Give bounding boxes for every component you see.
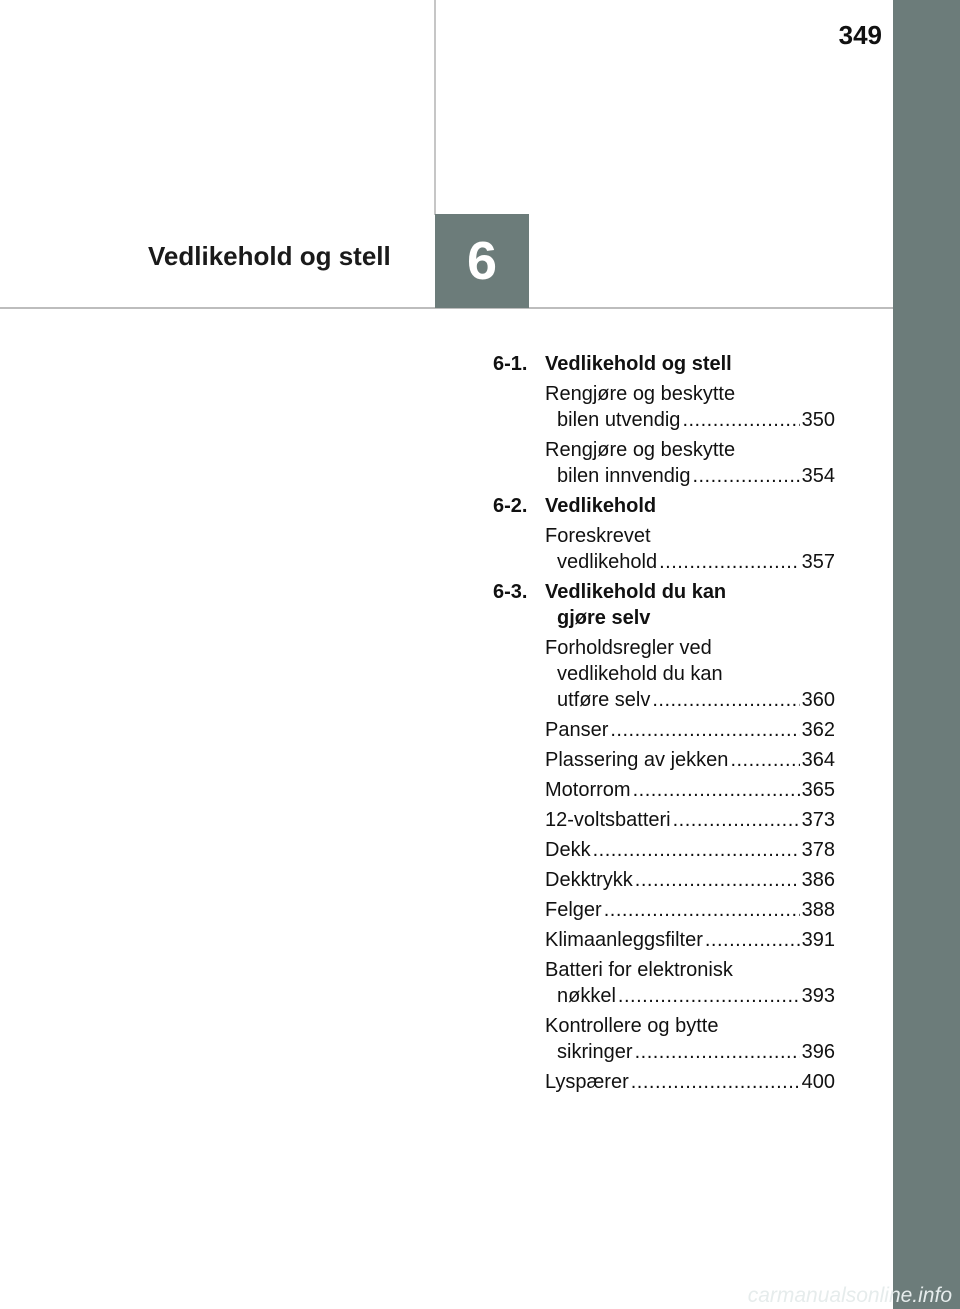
toc-section-title bbox=[545, 579, 835, 631]
toc-section-title-line: Vedlikehold og stell bbox=[545, 353, 732, 375]
toc-leader-dots bbox=[692, 463, 799, 489]
toc-leader-dots bbox=[673, 807, 800, 833]
toc-entry-text: Felger bbox=[545, 899, 602, 921]
toc-leader-dots bbox=[635, 1039, 800, 1065]
toc-entry-text: Plassering av jekken bbox=[545, 749, 729, 771]
toc-entry-text: Batteri for elektronisk bbox=[545, 959, 733, 981]
toc-entry-page: 354 bbox=[801, 465, 835, 487]
toc-entry-page: 396 bbox=[801, 1041, 835, 1063]
toc-entry[interactable] bbox=[545, 747, 835, 773]
toc-entry[interactable] bbox=[545, 777, 835, 803]
toc-section-title-line: Vedlikehold du kan bbox=[545, 581, 727, 603]
toc-entry-text: Forholdsregler ved bbox=[545, 637, 712, 659]
toc-entry-text: nøkkel bbox=[557, 985, 616, 1007]
toc-entry[interactable] bbox=[545, 807, 835, 833]
toc-entry-page: 362 bbox=[801, 719, 835, 741]
toc-entry-text: Dekk bbox=[545, 839, 591, 861]
toc-leader-dots bbox=[633, 777, 800, 803]
toc-entry[interactable] bbox=[545, 957, 835, 1009]
toc-entry-page: 365 bbox=[801, 779, 835, 801]
toc-entry-text: Lyspærer bbox=[545, 1071, 629, 1093]
toc-section bbox=[493, 351, 835, 489]
toc-leader-dots bbox=[593, 837, 800, 863]
toc-entry-text: Klimaanleggsfilter bbox=[545, 929, 703, 951]
toc-leader-dots bbox=[635, 867, 800, 893]
toc-section bbox=[493, 579, 835, 1095]
toc-section-heading[interactable] bbox=[493, 579, 835, 631]
toc-section-heading[interactable] bbox=[493, 493, 835, 519]
toc-entry-page: 386 bbox=[801, 869, 835, 891]
toc-entry-text: Rengjøre og beskytte bbox=[545, 383, 736, 405]
toc-leader-dots bbox=[604, 897, 800, 923]
toc-leader-dots bbox=[610, 717, 799, 743]
toc-entry-page: 364 bbox=[801, 749, 835, 771]
toc-entry-page: 357 bbox=[801, 551, 835, 573]
toc-section-heading[interactable] bbox=[493, 351, 835, 377]
toc-entry-text: bilen utvendig bbox=[557, 409, 681, 431]
watermark: carmanualsonline.info bbox=[747, 1283, 952, 1307]
toc-entry[interactable] bbox=[545, 381, 835, 433]
toc-entry[interactable] bbox=[545, 867, 835, 893]
toc-section bbox=[493, 493, 835, 575]
toc-entry[interactable] bbox=[545, 1069, 835, 1095]
toc-entry-page: 350 bbox=[801, 409, 835, 431]
toc-leader-dots bbox=[730, 747, 799, 773]
toc-entry-text: Panser bbox=[545, 719, 609, 741]
toc-entry-text: Motorrom bbox=[545, 779, 631, 801]
toc-section-title bbox=[545, 351, 835, 377]
toc-entry-text: sikringer bbox=[557, 1041, 633, 1063]
chapter-title: Vedlikehold og stell bbox=[148, 241, 391, 271]
chapter-side-tab bbox=[893, 0, 960, 1309]
toc-entry-text: Kontrollere og bytte bbox=[545, 1015, 719, 1037]
toc-entry-text: bilen innvendig bbox=[557, 465, 691, 487]
toc-leader-dots bbox=[652, 687, 799, 713]
toc-leader-dots bbox=[618, 983, 800, 1009]
toc-entry[interactable] bbox=[545, 837, 835, 863]
toc-entry[interactable] bbox=[545, 1013, 835, 1065]
toc-entry-text: utføre selv bbox=[557, 689, 651, 711]
header-vertical-divider bbox=[434, 0, 436, 215]
toc-leader-dots bbox=[705, 927, 800, 953]
toc-entry-page: 373 bbox=[801, 809, 835, 831]
toc-entry[interactable] bbox=[545, 927, 835, 953]
toc-section-title bbox=[545, 493, 835, 519]
toc-entry-page: 391 bbox=[801, 929, 835, 951]
toc-entry-page: 360 bbox=[801, 689, 835, 711]
toc-section-number: 6-1. bbox=[493, 353, 528, 375]
toc-section-number: 6-2. bbox=[493, 495, 528, 517]
toc-entry[interactable] bbox=[545, 437, 835, 489]
toc-leader-dots bbox=[659, 549, 800, 575]
toc-entry-page: 378 bbox=[801, 839, 835, 861]
toc-entry-text: Foreskrevet bbox=[545, 525, 651, 547]
toc-section-number: 6-3. bbox=[493, 581, 528, 603]
toc-entry-text: vedlikehold bbox=[557, 551, 658, 573]
toc-entry-text: 12-voltsbatteri bbox=[545, 809, 671, 831]
toc-entry-text: Dekktrykk bbox=[545, 869, 633, 891]
toc-entry-text: Rengjøre og beskytte bbox=[545, 439, 736, 461]
chapter-number: 6 bbox=[466, 231, 498, 291]
toc-entry-page: 393 bbox=[801, 985, 835, 1007]
toc-section-title-line: Vedlikehold bbox=[545, 495, 657, 517]
toc-entry-page: 388 bbox=[801, 899, 835, 921]
toc-entry[interactable] bbox=[545, 897, 835, 923]
chapter-number-box bbox=[435, 214, 529, 308]
page-number: 349 bbox=[838, 20, 882, 50]
toc-leader-dots bbox=[631, 1069, 800, 1095]
toc-entry[interactable] bbox=[545, 635, 835, 713]
toc-entry-text: vedlikehold du kan bbox=[557, 663, 723, 685]
toc-entry[interactable] bbox=[545, 717, 835, 743]
toc-entry[interactable] bbox=[545, 523, 835, 575]
toc-section-title-line: gjøre selv bbox=[557, 607, 651, 629]
table-of-contents bbox=[493, 351, 835, 1099]
toc-leader-dots bbox=[682, 407, 799, 433]
toc-entry-page: 400 bbox=[801, 1071, 835, 1093]
